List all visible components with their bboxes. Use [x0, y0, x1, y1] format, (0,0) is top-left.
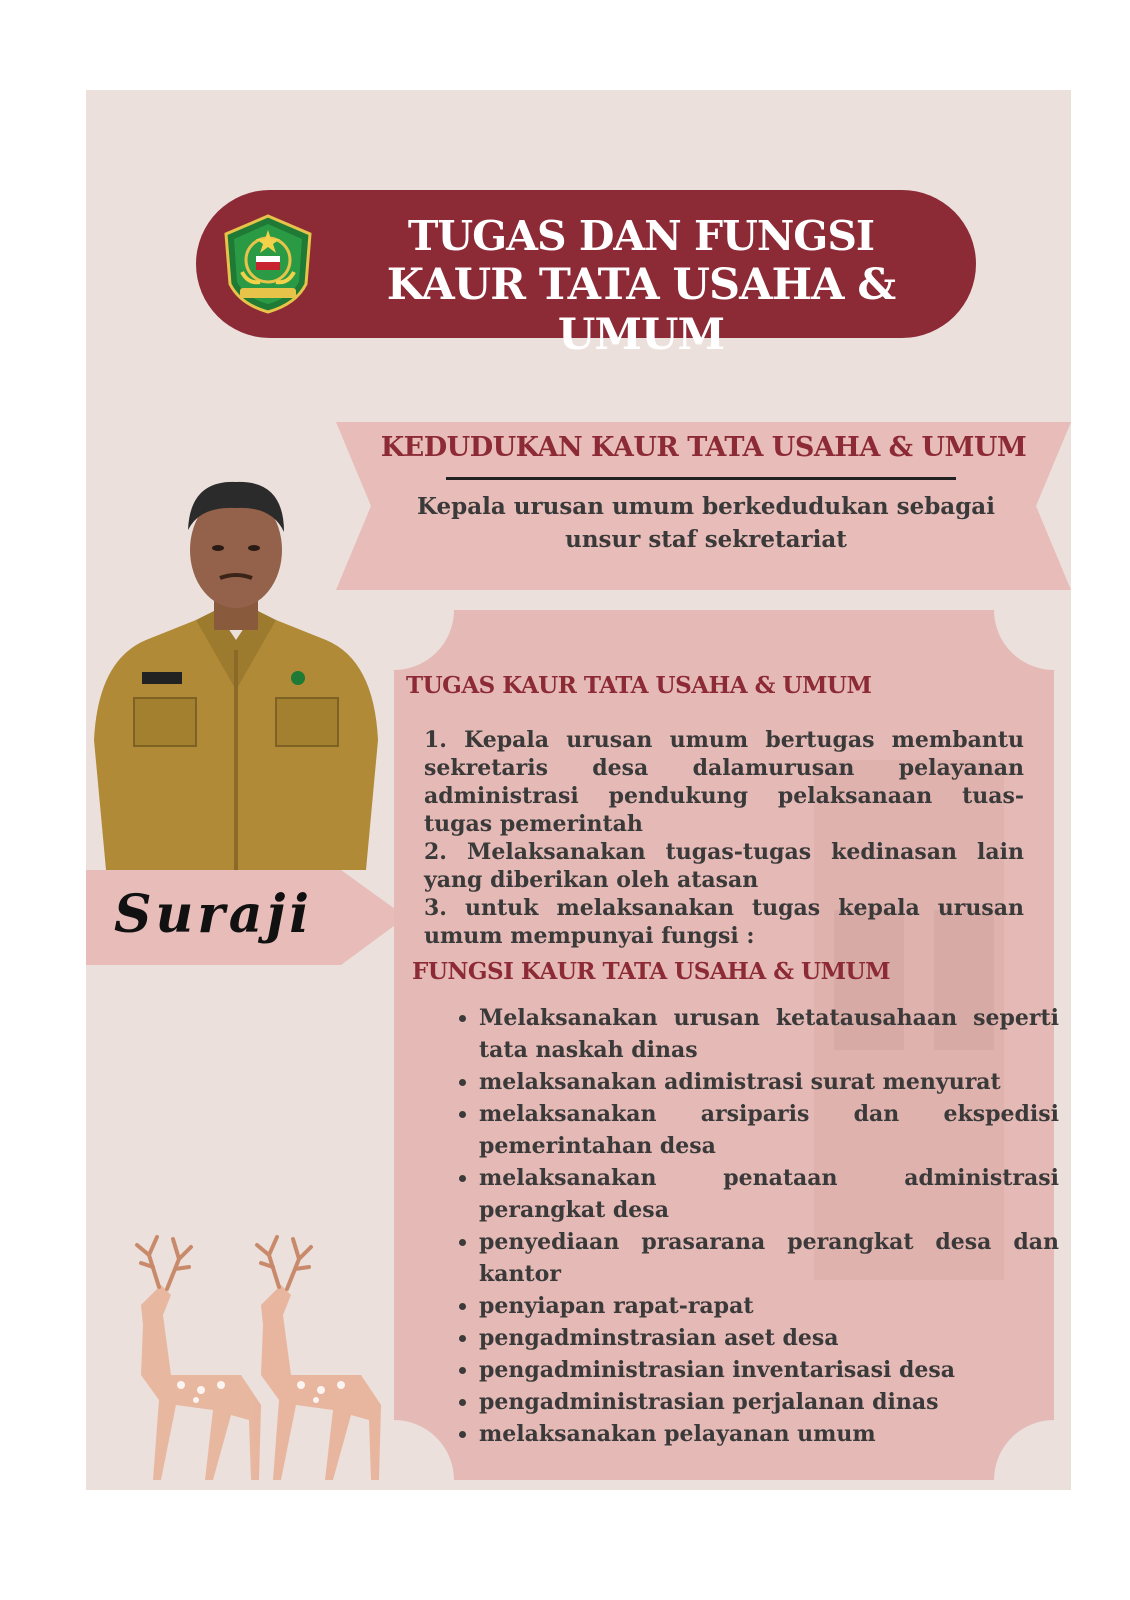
kedudukan-banner: [336, 422, 1071, 590]
title-banner: [196, 190, 976, 360]
content-panel: [394, 610, 1059, 1480]
regency-emblem-icon: [216, 212, 320, 316]
kedudukan-heading: KEDUDUKAN KAUR TATA USAHA & UMUM: [380, 432, 1027, 463]
heading-divider: [446, 477, 956, 480]
list-item: • melaksanakan adimistrasi surat menyurat: [479, 1066, 1059, 1098]
fungsi-heading: FUNGSI KAUR TATA USAHA & UMUM: [412, 958, 891, 985]
title-line-2: KAUR TATA USAHA & UMUM: [386, 260, 896, 360]
list-item: • pengadministrasian perjalanan dinas: [479, 1386, 1059, 1418]
list-item: • penyediaan prasarana perangkat desa dan kantor: [479, 1226, 1059, 1290]
list-item: • melaksanakan arsiparis dan ekspedisi pemerintahan desa: [479, 1098, 1059, 1162]
tugas-heading: TUGAS KAUR TATA USAHA & UMUM: [406, 672, 872, 699]
title-line-1: TUGAS DAN FUNGSI: [407, 212, 875, 260]
person-name: Suraji: [114, 884, 314, 945]
name-tag: [86, 870, 406, 965]
list-item: • Melaksanakan urusan ketatausahaan seperti tata naskah dinas: [479, 1002, 1059, 1066]
list-item: • pengadminstrasian aset desa: [479, 1322, 1059, 1354]
list-item: • melaksanakan pelayanan umum: [479, 1418, 1059, 1450]
poster: [86, 90, 1071, 1490]
list-item: • melaksanakan penataan administrasi perangkat desa: [479, 1162, 1059, 1226]
list-item: 2. Melaksanakan tugas-tugas kedinasan lain yang diberikan oleh atasan: [424, 839, 1024, 893]
list-item: • pengadministrasian inventarisasi desa: [479, 1354, 1059, 1386]
tugas-list: [424, 726, 1024, 950]
list-item: 1. Kepala urusan umum bertugas membantu sekretaris desa dalamurusan pelayanan administrasi pendukung pelaksanaan tuas-tugas pemerintah: [424, 727, 1024, 837]
list-item: • penyiapan rapat-rapat: [479, 1290, 1059, 1322]
kedudukan-text: Kepala urusan umum berkedudukan sebagai unsur staf sekretariat: [417, 493, 995, 553]
fungsi-list: [449, 1002, 1059, 1450]
list-item: 3. untuk melaksanakan tugas kepala urusan umum mempunyai fungsi :: [424, 895, 1024, 949]
deer-illustration-icon: [101, 1225, 401, 1485]
official-portrait-icon: [86, 450, 386, 870]
